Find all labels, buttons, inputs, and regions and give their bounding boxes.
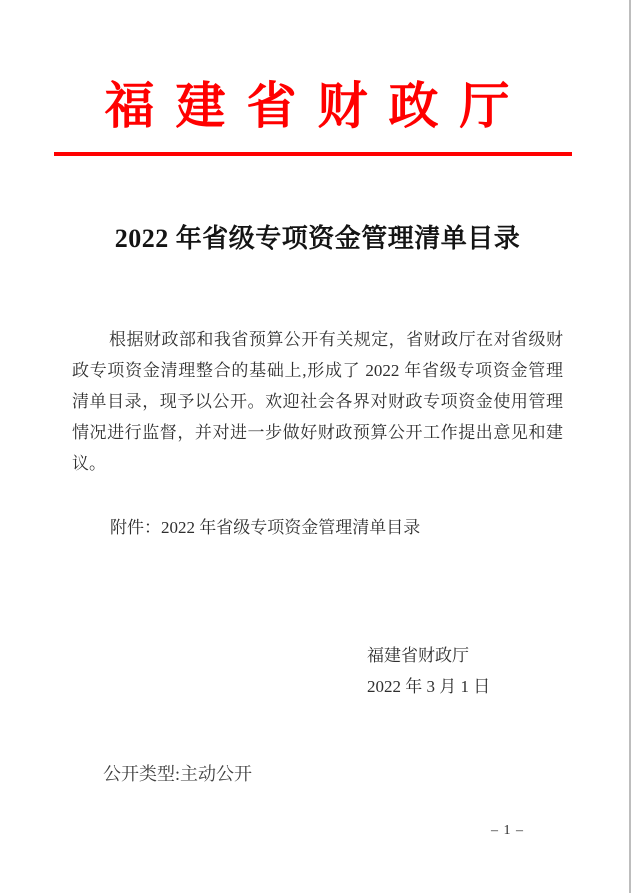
signature-block [367, 640, 490, 702]
page-edge-line [629, 0, 631, 893]
signature-date: 2022 年 3 月 1 日 [367, 677, 491, 696]
body-line: 根据财政部和我省预算公开有关规定，省财政厅在对省级财 [109, 330, 563, 349]
body-line: 情况进行监督，并对进一步做好财政预算公开工作提出意见和建 [72, 423, 563, 442]
body-line: 政专项资金清理整合的基础上,形成了 2022 年省级专项资金管理 [72, 361, 563, 380]
body-line: 议。 [72, 454, 106, 473]
page-number: – 1 – [491, 823, 524, 838]
body-paragraph [72, 324, 563, 479]
letterhead-org-title: 福建省财政厅 [104, 78, 531, 134]
letterhead-red-divider [54, 152, 572, 156]
disclosure-type-label: 公开类型:主动公开 [103, 764, 253, 784]
body-line: 清单目录，现予以公开。欢迎社会各界对财政专项资金使用管理 [72, 392, 563, 411]
signature-org: 福建省财政厅 [367, 646, 469, 665]
document-title: 2022 年省级专项资金管理清单目录 [114, 224, 521, 253]
attachment-line: 附件：2022 年省级专项资金管理清单目录 [110, 518, 421, 537]
